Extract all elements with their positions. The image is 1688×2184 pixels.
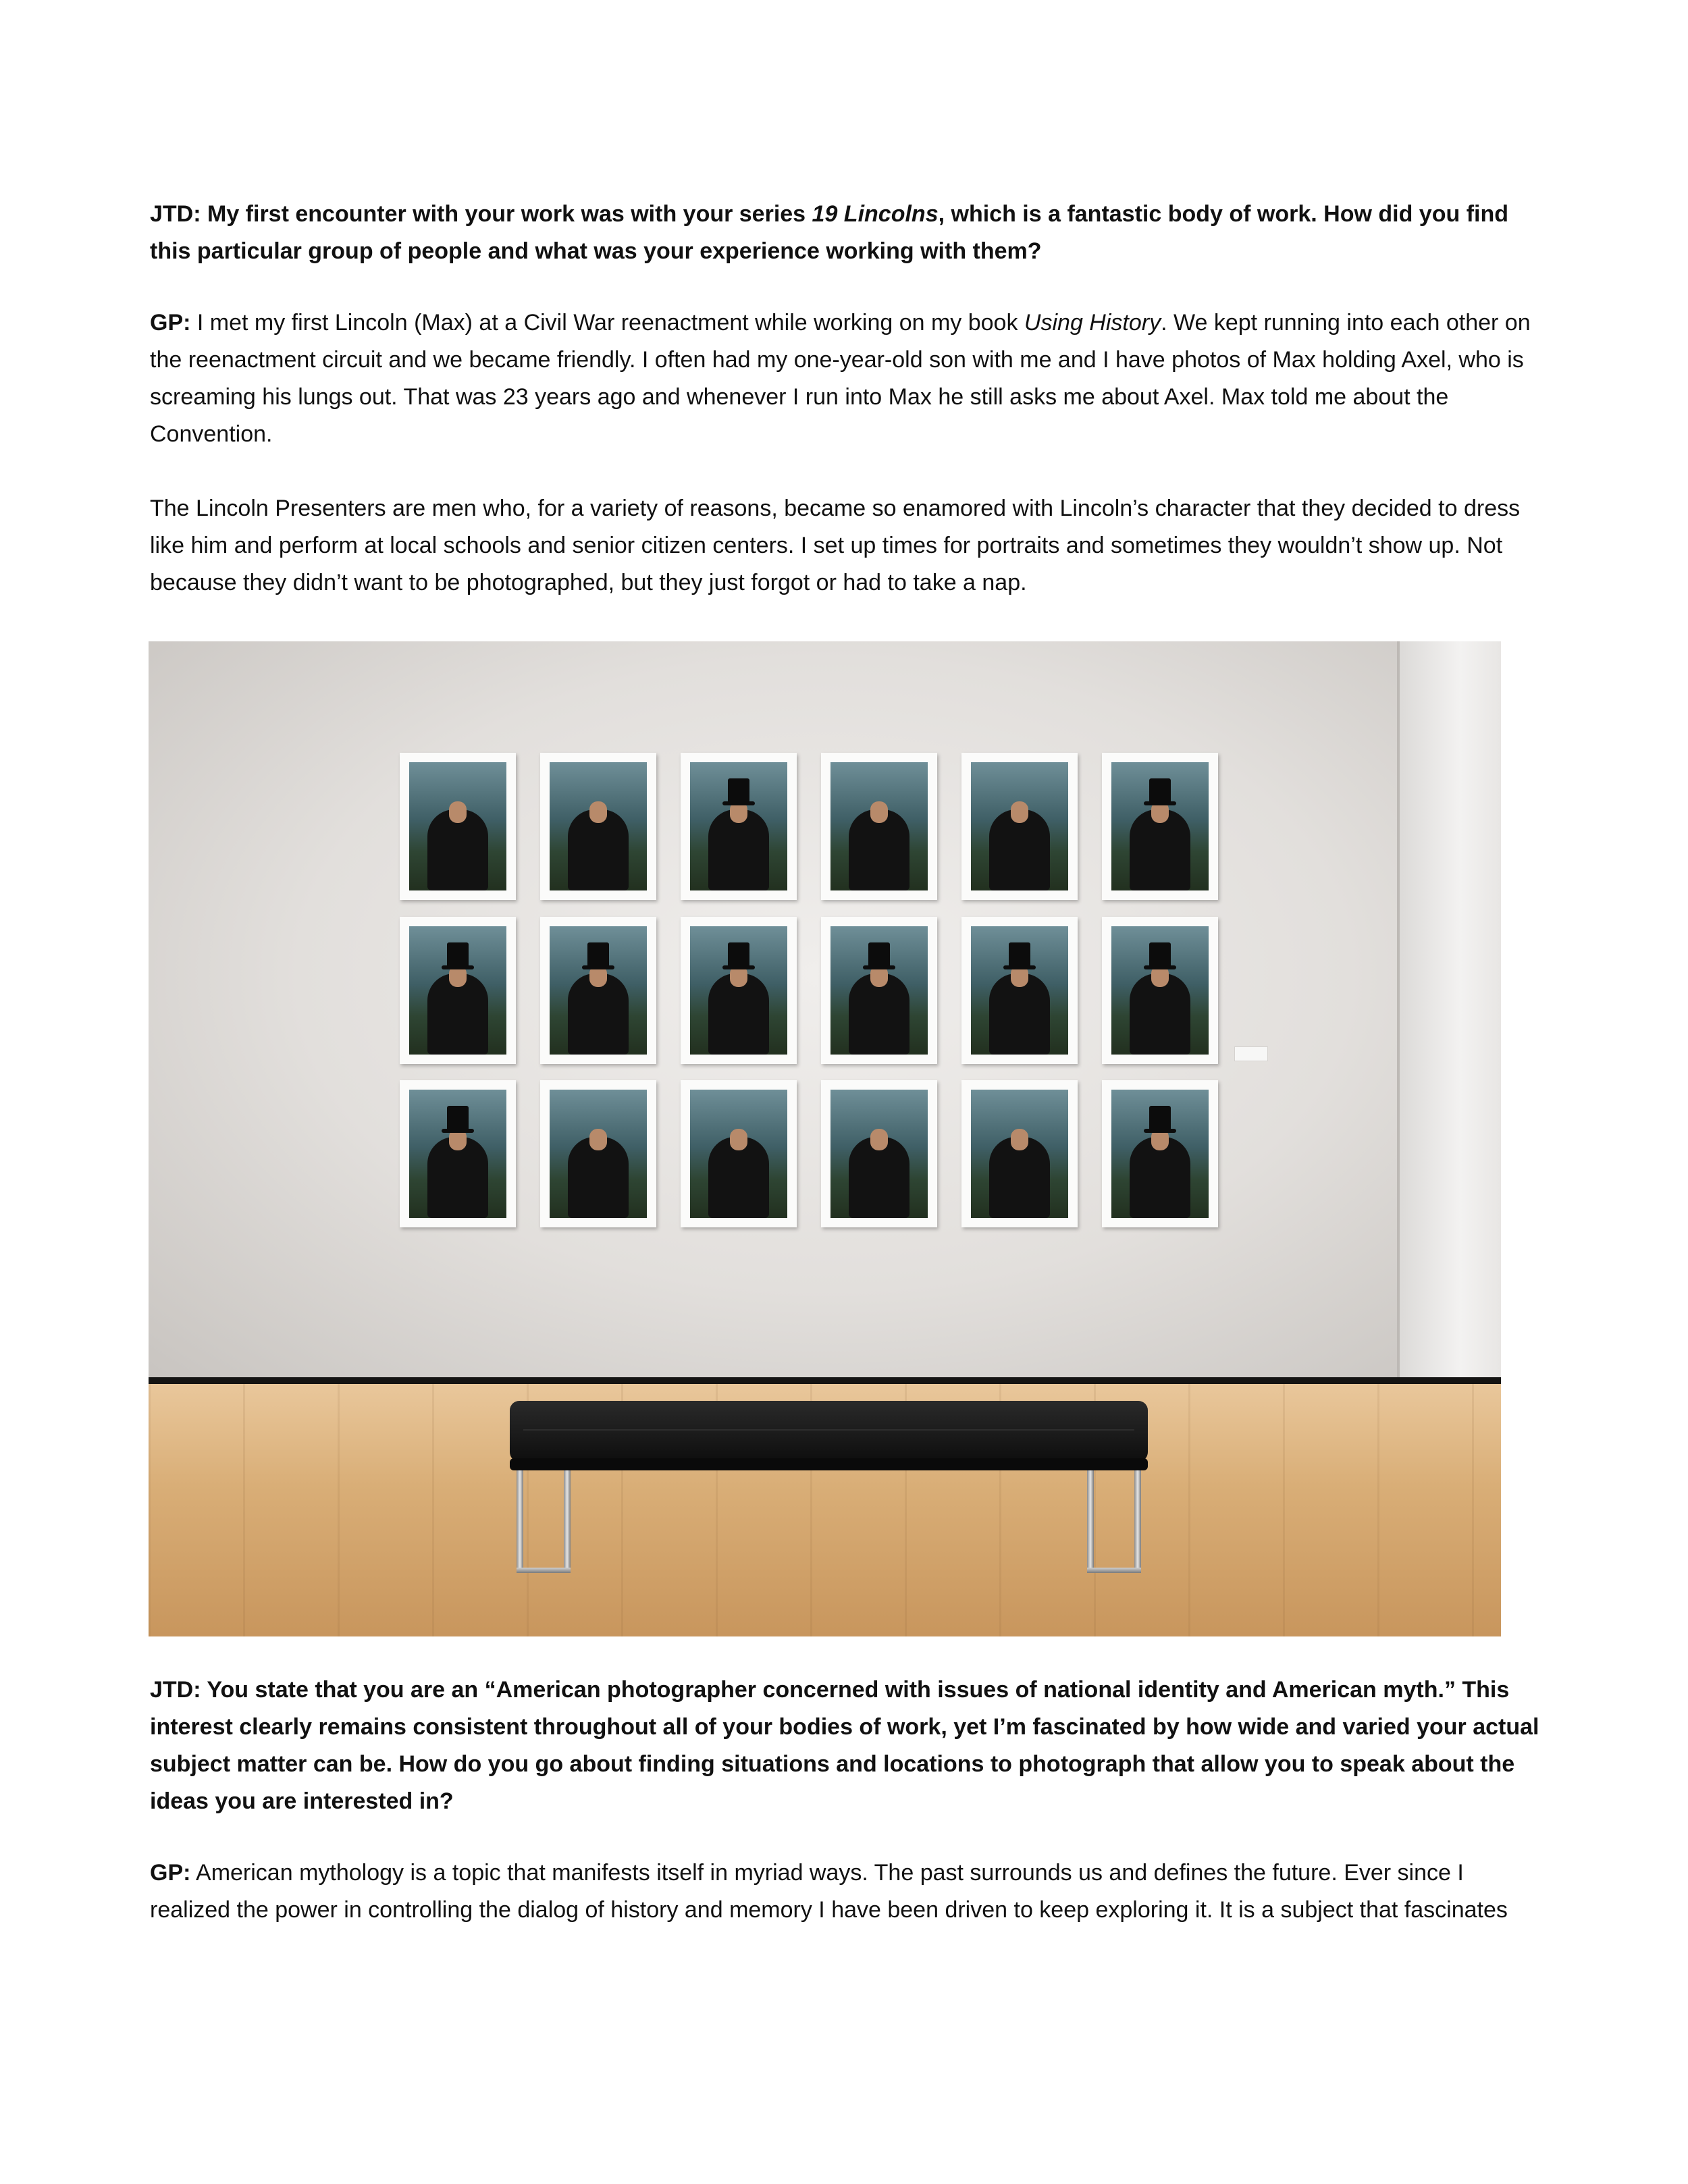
portrait-frame [540, 1080, 656, 1227]
baseboard [149, 1377, 1501, 1384]
portrait-frame [1102, 917, 1218, 1064]
portrait-frame [821, 753, 937, 900]
series-title: 19 Lincolns [812, 201, 939, 227]
question-1-rest: , which is a fantastic body of work. How did you find this particular group of people and what was your experience working with them? [150, 201, 1508, 264]
portrait-frame [681, 917, 797, 1064]
gallery-installation-photo [149, 641, 1501, 1636]
portrait-frame [961, 753, 1078, 900]
bench-leg [564, 1470, 571, 1572]
answer-1-rest: . We kept running into each other on the reenactment circuit and we became friendly. I often had my one-year-old son with me and I have photos of Max holding Axel, who is screaming his lungs out. That was 23 years ago and whenever I run into Max he still asks me about Axel. Max told me about the Convention. [150, 310, 1531, 447]
bench-leg [1134, 1470, 1141, 1572]
portrait-frame [400, 753, 516, 900]
answer-1-lead: I met my first Lincoln (Max) at a Civil War reenactment while working on my book [190, 310, 1024, 336]
answer-1 [150, 304, 1542, 453]
question-1-lead: JTD: My first encounter with your work was with your series [150, 201, 812, 227]
portrait-frame [400, 1080, 516, 1227]
question-2: JTD: You state that you are an “American photographer concerned with issues of national identity and American myth.” This interest clearly remains consistent throughout all of your bodies of work, yet I’m fascinated by how wide and varied your actual subject matter can be. How do you go about finding situations and locations to photograph that allow you to speak about the ideas you are interested in? [150, 1677, 1539, 1814]
portrait-frame [681, 1080, 797, 1227]
answer-1-continued: The Lincoln Presenters are men who, for a variety of reasons, became so enamored with Lincoln’s character that they decided to dress like him and perform at local schools and senior citizen centers. I set up times for portraits and sometimes they wouldn’t show up. Not because they didn’t want to be photographed, but they just forgot or had to take a nap. [150, 496, 1521, 595]
portrait-frame [1102, 753, 1218, 900]
bench-stretcher [517, 1568, 571, 1573]
portrait-frame [681, 753, 797, 900]
bench-cushion [510, 1401, 1148, 1462]
wall-label [1234, 1046, 1268, 1061]
bench-leg [1087, 1470, 1094, 1572]
bench-stretcher [1087, 1568, 1141, 1573]
answer-2-text: American mythology is a topic that manifests itself in myriad ways. The past surrounds us and defines the future. Ever since I realized the power in controlling the dialog of history and memory I have been driven to keep exploring it. It is a subject that fascinates [150, 1860, 1508, 1923]
portrait-frame [540, 753, 656, 900]
bench-base [510, 1458, 1148, 1470]
portrait-frame [1102, 1080, 1218, 1227]
side-wall [1400, 641, 1501, 1381]
answer-2 [150, 1855, 1542, 1929]
speaker-gp: GP: [150, 1860, 191, 1886]
bench-leg [517, 1470, 523, 1572]
portrait-frame [821, 917, 937, 1064]
portrait-frame [961, 917, 1078, 1064]
portrait-frame [821, 1080, 937, 1227]
portrait-frame [400, 917, 516, 1064]
portrait-frame [961, 1080, 1078, 1227]
speaker-gp: GP: [150, 310, 191, 336]
book-title: Using History [1024, 310, 1161, 336]
question-1 [150, 196, 1542, 270]
portrait-frame [540, 917, 656, 1064]
